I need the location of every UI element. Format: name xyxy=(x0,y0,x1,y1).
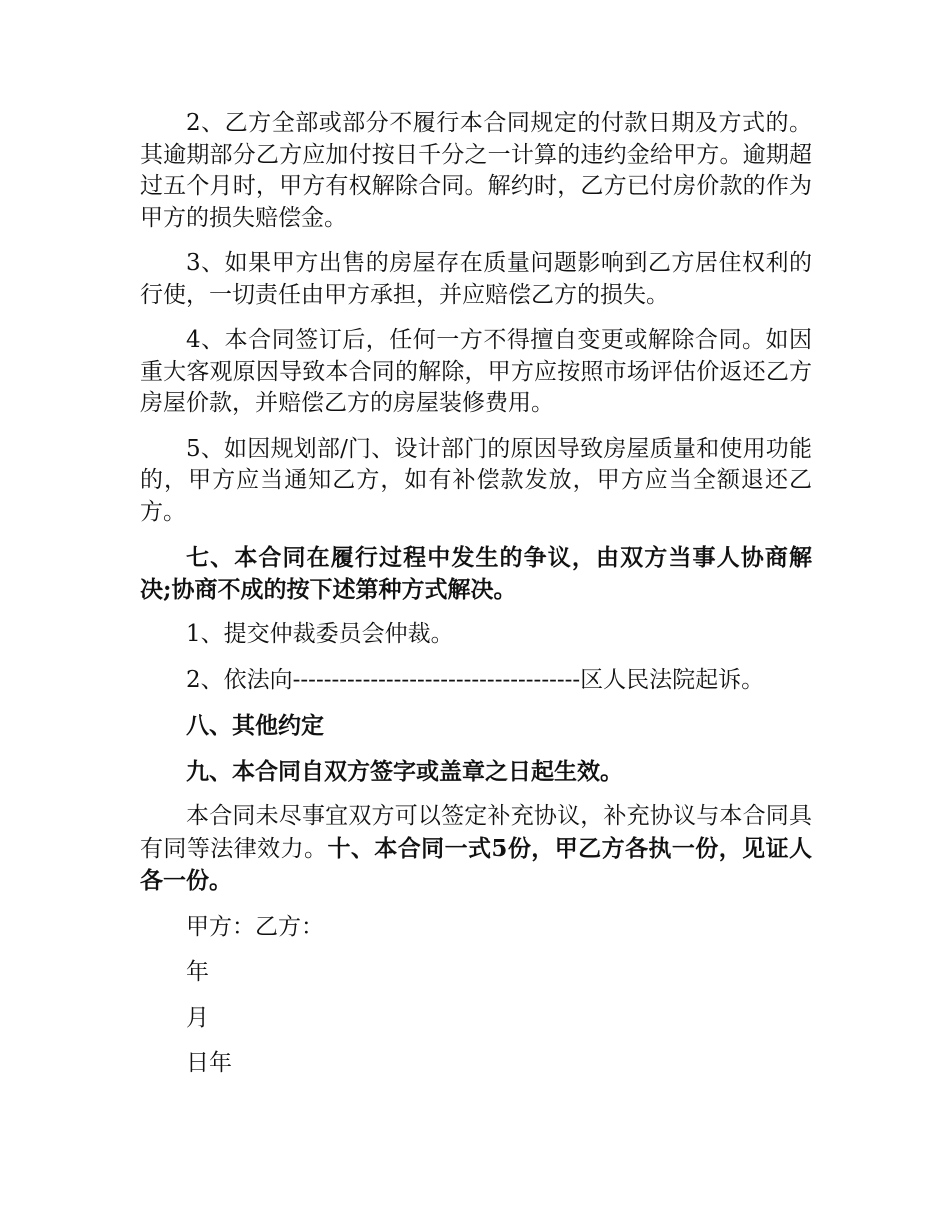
section-heading-other: 八、其他约定 xyxy=(186,712,324,739)
clause-paragraph: 2、依法向-------------------------------------区人民法院起诉。 xyxy=(186,666,765,693)
clause-paragraph: 5、如因规划部/门、设计部门的原因导致房屋质量和使用功能的，甲方应当通知乙方，如有补偿款发放，甲方应当全额退还乙方。 xyxy=(140,435,812,525)
clause-paragraph: 2、乙方全部或部分不履行本合同规定的付款日期及方式的。其逾期部分乙方应加付按日千分之一计算的违约金给甲方。逾期超过五个月时，甲方有权解除合同。解约时，乙方已付房价款的作为甲方的损失赔偿金。 xyxy=(140,110,812,231)
clause-paragraph: 1、提交仲裁委员会仲裁。 xyxy=(186,621,454,647)
signature-day-year: 日年 xyxy=(186,1050,232,1076)
signature-year: 年 xyxy=(186,959,209,985)
section-heading-dispute: 七、本合同在履行过程中发生的争议，由双方当事人协商解决;协商不成的按下述第种方式解决。 xyxy=(140,544,812,603)
contract-page xyxy=(140,108,812,1094)
section-heading-effective: 九、本合同自双方签字或盖章之日起生效。 xyxy=(186,757,623,785)
signature-month: 月 xyxy=(186,1004,209,1031)
signature-parties: 甲方：乙方： xyxy=(186,913,324,940)
copies-clause: 十、本合同一式5份，甲乙方各执一份，见证人各一份。 xyxy=(140,834,813,894)
supplement-paragraph xyxy=(140,801,812,898)
supplement-text: 本合同未尽事宜双方可以签定补充协议，补充协议与本合同具有同等法律效力。 xyxy=(140,803,812,862)
clause-paragraph: 3、如果甲方出售的房屋存在质量问题影响到乙方居住权利的行使，一切责任由甲方承担，并应赔偿乙方的损失。 xyxy=(140,250,812,308)
clause-paragraph: 4、本合同签订后，任何一方不得擅自变更或解除合同。如因重大客观原因导致本合同的解除，甲方应按照市场评估价返还乙方房屋价款，并赔偿乙方的房屋装修费用。 xyxy=(140,327,812,416)
